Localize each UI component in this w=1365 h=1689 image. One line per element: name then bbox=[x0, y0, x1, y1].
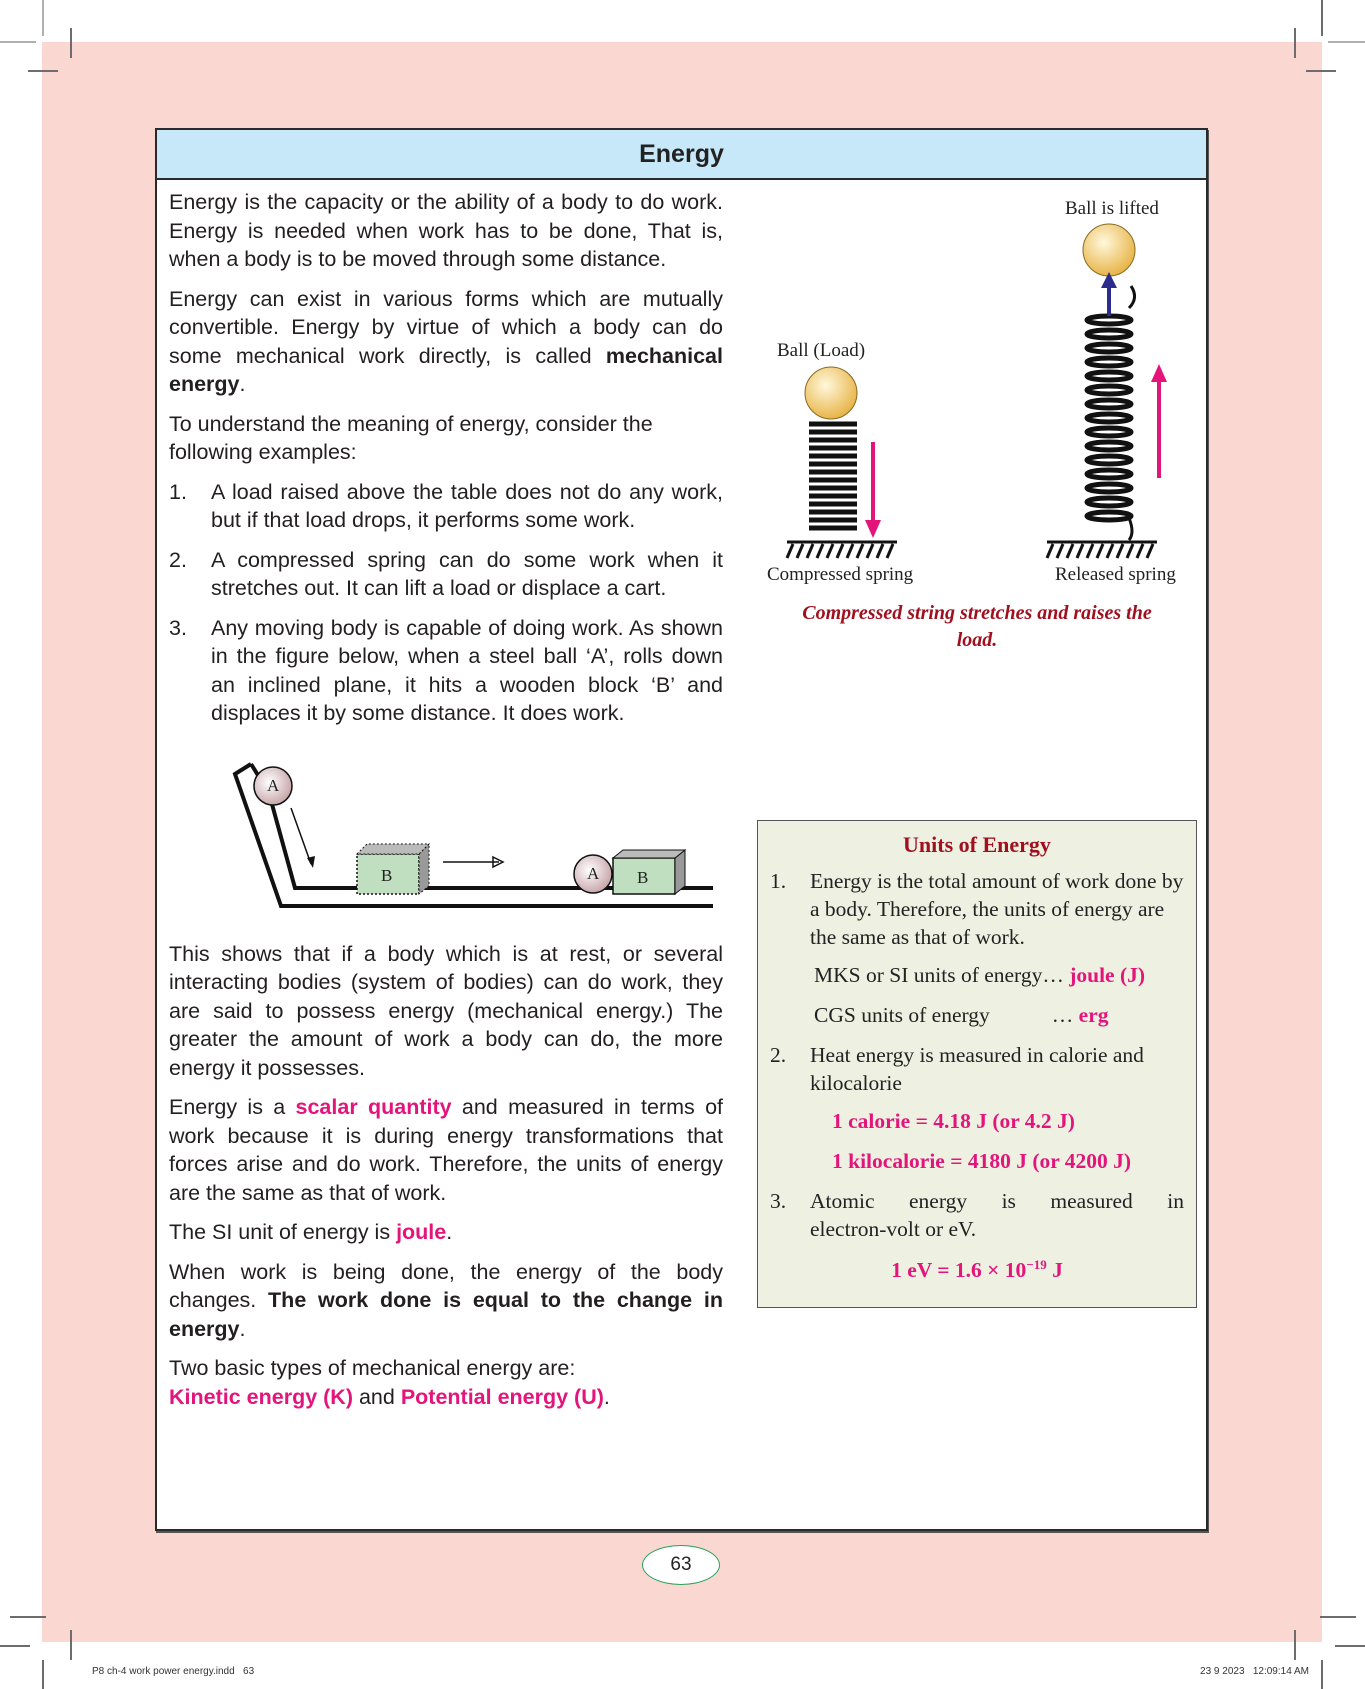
term-mechanical-energy: mechanical energy bbox=[169, 343, 723, 396]
list-text: A compressed spring can do some work when it stretches out. It can lift a load or displace a cart. bbox=[211, 547, 723, 600]
text: and bbox=[352, 1384, 401, 1409]
text: When work is being done, the energy of the body changes. bbox=[169, 1259, 723, 1312]
term-potential-energy: Potential energy (U) bbox=[400, 1384, 604, 1409]
crop-mark bbox=[1321, 1660, 1323, 1689]
paragraph-scalar bbox=[169, 1093, 723, 1207]
energy-section-box bbox=[155, 128, 1208, 1531]
list-text bbox=[810, 1187, 1184, 1243]
term-joule: joule bbox=[396, 1220, 447, 1244]
list-item bbox=[169, 546, 723, 603]
units-box-title: Units of Energy bbox=[903, 832, 1051, 857]
paragraph-si-unit bbox=[169, 1218, 723, 1247]
units-item bbox=[770, 867, 1184, 951]
paragraph-possess-energy: This shows that if a body which is at rest, or several interacting bodies (system of bodies) can do work, they are said to possess energy (mechanical energy.) The greater the amount of work a body can do, the more energy it possesses. bbox=[169, 941, 723, 1080]
released-spring bbox=[1087, 316, 1131, 520]
text: … bbox=[1051, 1003, 1079, 1027]
cgs-unit-line bbox=[814, 1001, 1184, 1029]
section-header bbox=[157, 130, 1206, 180]
paragraph-types bbox=[169, 1354, 723, 1411]
paragraph-work-energy bbox=[169, 1258, 723, 1344]
crop-mark bbox=[42, 0, 44, 36]
text: electron-volt or eV. bbox=[810, 1217, 977, 1241]
ball-a-label: A bbox=[587, 863, 600, 883]
mks-unit-line bbox=[814, 961, 1184, 989]
crop-mark bbox=[1328, 41, 1365, 43]
left-column bbox=[169, 188, 723, 1411]
crop-mark bbox=[1294, 28, 1296, 58]
text: Atomic energy is measured in bbox=[810, 1189, 1184, 1213]
figure-caption: Compressed string stretches and raises the load. bbox=[802, 602, 1152, 651]
spring-illustration bbox=[757, 188, 1197, 628]
crop-mark bbox=[1294, 1630, 1296, 1660]
units-item bbox=[770, 1041, 1184, 1097]
list-number: 1. bbox=[169, 479, 187, 504]
compressed-spring bbox=[809, 424, 857, 528]
list-text: Energy is the total amount of work done by a body. Therefore, the units of energy are the same as that of work. bbox=[810, 869, 1184, 949]
paragraph-definition: Energy is the capacity or the ability of a body to do work. Energy is needed when work has to be done, That is, when a body is to be moved through some distance. bbox=[169, 190, 723, 271]
list-text: A load raised above the table does not do any work, but if that load drops, it performs some work. bbox=[211, 479, 723, 532]
formula-kilocalorie: 1 kilocalorie = 4180 J (or 4200 J) bbox=[832, 1149, 1132, 1173]
formula-calorie: 1 calorie = 4.18 J (or 4.2 J) bbox=[832, 1109, 1075, 1133]
text: CGS units of energy bbox=[814, 1003, 990, 1027]
text: . bbox=[239, 372, 246, 396]
section-title: Energy bbox=[639, 139, 724, 168]
crop-mark bbox=[1306, 70, 1336, 72]
block-b-label: B bbox=[637, 867, 649, 887]
inclined-plane-illustration bbox=[223, 746, 713, 926]
term-scalar-quantity: scalar quantity bbox=[295, 1095, 452, 1119]
crop-mark bbox=[1320, 1616, 1356, 1618]
formula-electron-volt bbox=[770, 1251, 1184, 1284]
text: MKS or SI units of energy… bbox=[814, 963, 1070, 987]
list-number: 3. bbox=[770, 1189, 787, 1213]
paragraph-examples-intro: To understand the meaning of energy, consider the following examples: bbox=[169, 411, 653, 464]
list-number: 1. bbox=[770, 869, 787, 893]
label-released-spring: Released spring bbox=[1055, 564, 1176, 585]
crop-mark bbox=[1335, 1645, 1365, 1647]
text: and measured in terms of work because it is during energy transformations that forces arise and do work. Therefore, the units of energy are the same as that of work. bbox=[169, 1095, 723, 1205]
crop-mark bbox=[1321, 0, 1323, 36]
list-text: Any moving body is capable of doing work. As shown in the figure below, when a steel ball ‘A’, rolls down an inclined plane, it hits a wooden block ‘B’ and displaces it by some distance. It does work. bbox=[211, 615, 723, 725]
list-text: Heat energy is measured in calorie and kilocalorie bbox=[810, 1043, 1144, 1095]
exponent: −19 bbox=[1026, 1257, 1047, 1272]
text: Energy can exist in various forms which are mutually convertible. Energy by virtue of which a body can do some mechanical work directly, is called bbox=[169, 286, 723, 368]
crop-mark bbox=[0, 1645, 30, 1647]
units-item bbox=[770, 1187, 1184, 1243]
spring-figure bbox=[757, 188, 1197, 728]
label-compressed-spring: Compressed spring bbox=[767, 564, 914, 585]
unit-erg: erg bbox=[1078, 1003, 1109, 1027]
crop-mark bbox=[70, 28, 72, 58]
text: Two basic types of mechanical energy are: bbox=[169, 1356, 576, 1380]
text: 1 eV = 1.6 × 10 bbox=[891, 1258, 1027, 1283]
list-number: 2. bbox=[770, 1043, 787, 1067]
crop-mark bbox=[70, 1630, 72, 1660]
label-ball-lifted: Ball is lifted bbox=[1065, 198, 1159, 219]
label-ball-load: Ball (Load) bbox=[777, 340, 866, 361]
crop-mark bbox=[0, 41, 36, 43]
crop-mark bbox=[42, 1660, 44, 1689]
list-item bbox=[169, 478, 723, 535]
units-of-energy-box bbox=[757, 820, 1197, 1308]
block-b-label: B bbox=[381, 865, 393, 885]
page-number: 63 bbox=[642, 1545, 720, 1585]
text: J bbox=[1046, 1258, 1063, 1283]
timestamp-slug: 23 9 2023 12:09:14 AM bbox=[1200, 1666, 1309, 1677]
list-number: 3. bbox=[169, 615, 187, 640]
term-work-energy-theorem: The work done is equal to the change in energy bbox=[169, 1288, 724, 1341]
text: The SI unit of energy is bbox=[169, 1220, 397, 1244]
inclined-plane-figure bbox=[223, 746, 713, 926]
text: . bbox=[239, 1316, 246, 1341]
file-slug: P8 ch-4 work power energy.indd 63 bbox=[92, 1666, 255, 1677]
unit-joule: joule (J) bbox=[1069, 963, 1146, 987]
text: . bbox=[603, 1384, 610, 1409]
list-number: 2. bbox=[169, 547, 187, 572]
list-item bbox=[169, 614, 723, 728]
examples-list bbox=[169, 478, 723, 728]
crop-mark bbox=[10, 1616, 46, 1618]
paragraph-mechanical-energy bbox=[169, 285, 723, 399]
text: . bbox=[446, 1220, 453, 1244]
crop-mark bbox=[28, 70, 58, 72]
text: Energy is a bbox=[169, 1095, 296, 1119]
ball-a-label: A bbox=[267, 775, 280, 795]
term-kinetic-energy: Kinetic energy (K) bbox=[169, 1384, 353, 1409]
